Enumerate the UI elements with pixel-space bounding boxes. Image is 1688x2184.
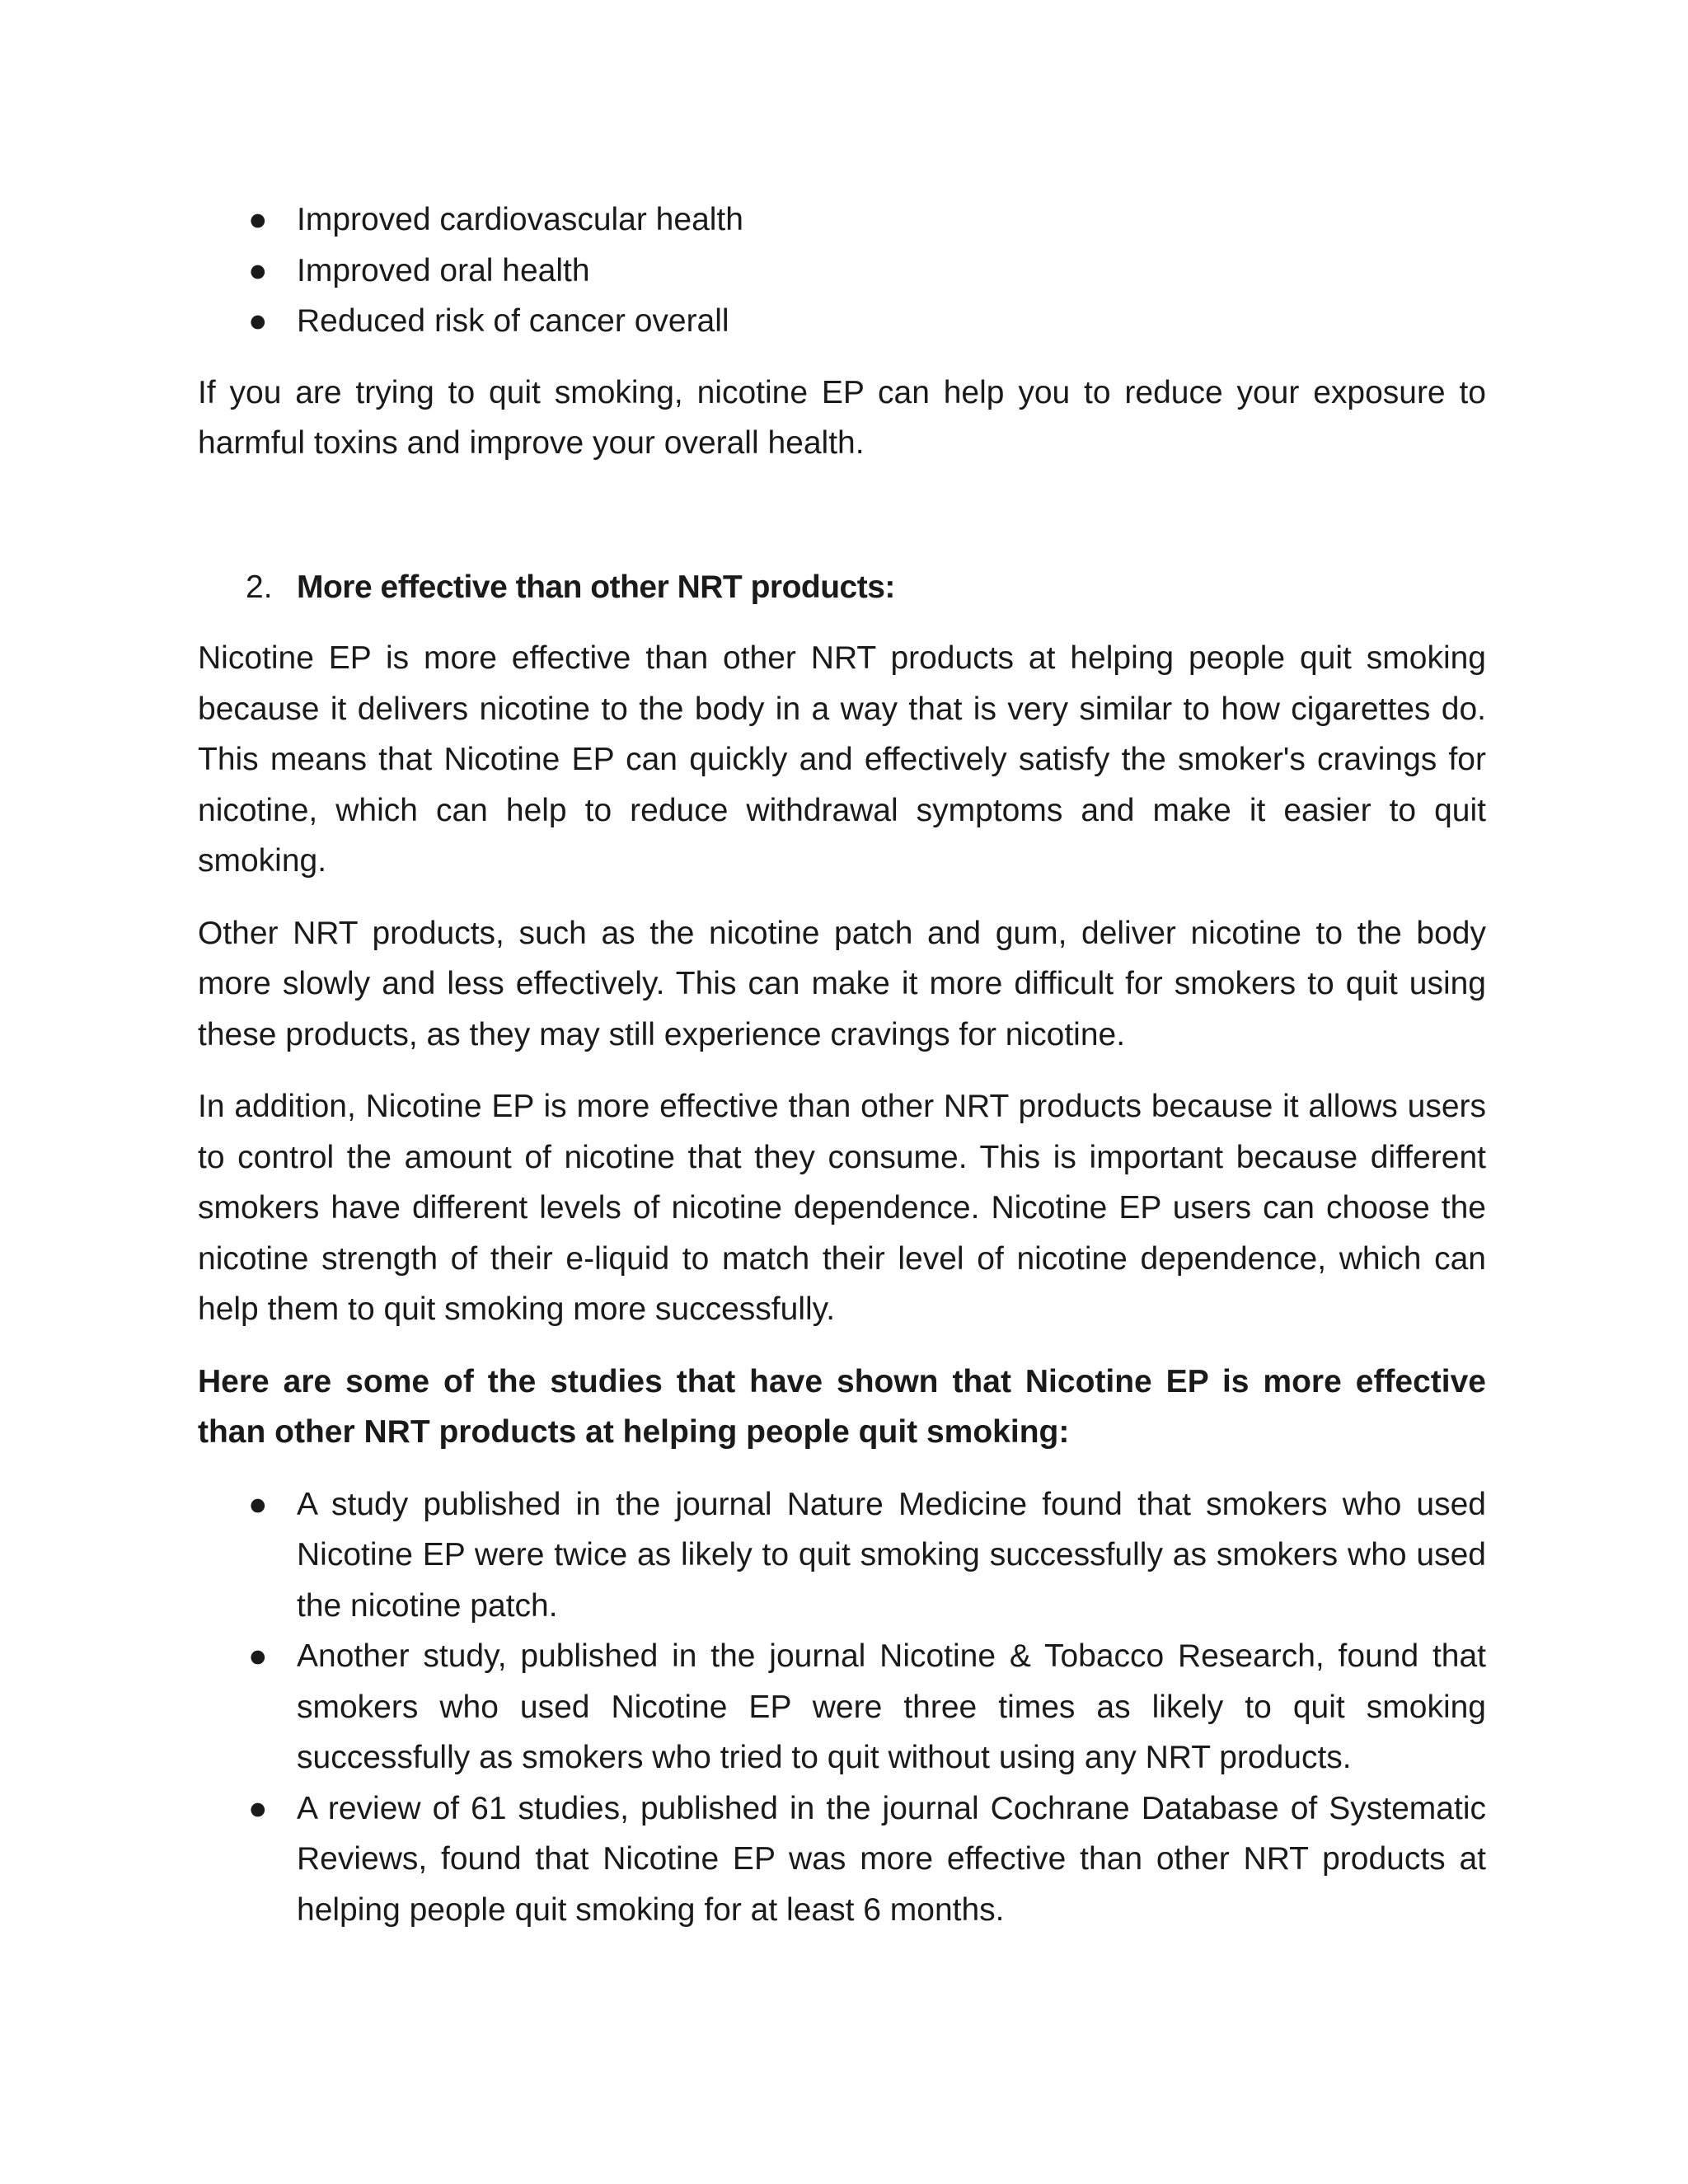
list-item [198, 1783, 1486, 1936]
list-item [198, 194, 1486, 246]
benefits-list [198, 194, 1486, 347]
list-item-text: A study published in the journal Nature Medicine found that smokers who used Nicotine EP were twice as likely to quit smoking successfully as smokers who used the nicotine patch. [297, 1486, 1486, 1624]
intro-paragraph: If you are trying to quit smoking, nicotine EP can help you to reduce your exposure to harmful toxins and improve your overall health. [198, 374, 1486, 461]
studies-list [198, 1479, 1486, 1936]
bullet-icon: ● [248, 1486, 268, 1522]
bullet-icon: ● [248, 252, 268, 288]
list-item-text: Reduced risk of cancer overall [297, 303, 729, 339]
list-item-text: Improved cardiovascular health [297, 202, 743, 237]
bullet-icon: ● [248, 1790, 268, 1826]
body-paragraph: Nicotine EP is more effective than other NRT products at helping people quit smoking because it delivers nicotine to the body in a way that is very similar to how cigarettes do. This means that Nicotine EP can quickly and effectively satisfy the smoker's cravings for nicotine, which can help to reduce withdrawal symptoms and make it easier to quit smoking. [198, 640, 1486, 879]
bullet-icon: ● [248, 303, 268, 339]
list-item [198, 246, 1486, 297]
section-title: More effective than other NRT products: [297, 569, 895, 605]
list-item [198, 1631, 1486, 1783]
bullet-icon: ● [248, 202, 268, 237]
body-paragraph: Other NRT products, such as the nicotine patch and gum, deliver nicotine to the body more slowly and less effectively. This can make it more difficult for smokers to quit using these products, as they may still experience cravings for nicotine. [198, 915, 1486, 1052]
bullet-icon: ● [248, 1638, 268, 1674]
list-item [198, 296, 1486, 347]
document-body [198, 194, 1486, 1935]
section-number: 2. [246, 569, 273, 605]
studies-heading: Here are some of the studies that have shown that Nicotine EP is more effective than other NRT products at helping people quit smoking: [198, 1363, 1486, 1450]
section-heading [198, 562, 1486, 613]
list-item-text: Improved oral health [297, 252, 590, 288]
list-item-text: A review of 61 studies, published in the journal Cochrane Database of Systematic Reviews, found that Nicotine EP was more effective than other NRT products at helping people quit smoking for at least 6 months. [297, 1790, 1486, 1928]
list-item-text: Another study, published in the journal Nicotine & Tobacco Research, found that smokers who used Nicotine EP were three times as likely to quit smoking successfully as smokers who tried to quit without using any NRT products. [297, 1638, 1486, 1775]
body-paragraph: In addition, Nicotine EP is more effective than other NRT products because it allows users to control the amount of nicotine that they consume. This is important because different smokers have different levels of nicotine dependence. Nicotine EP users can choose the nicotine strength of their e-liquid to match their level of nicotine dependence, which can help them to quit smoking more successfully. [198, 1089, 1486, 1327]
list-item [198, 1479, 1486, 1632]
